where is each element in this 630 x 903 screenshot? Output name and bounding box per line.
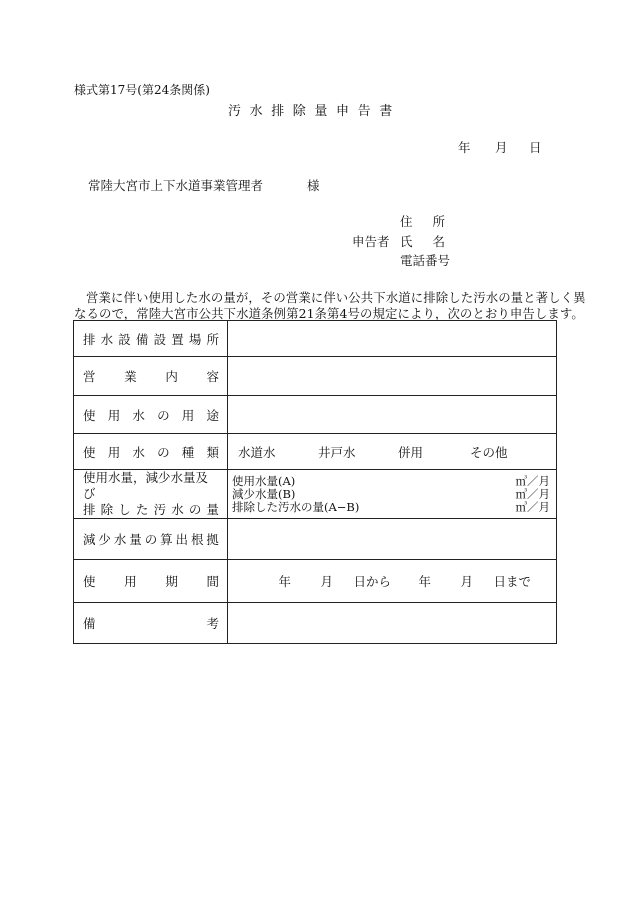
water-type-tap[interactable]: 水道水 <box>238 444 276 460</box>
label-char: 種 <box>181 444 195 460</box>
label-char: 水 <box>171 502 184 517</box>
label-char: 用 <box>107 407 121 423</box>
label-volume <box>74 470 228 519</box>
volume-label: 排除した汚水の量(A−B) <box>232 499 360 514</box>
label-char: 途 <box>206 407 219 423</box>
label-char: 算 <box>160 532 173 547</box>
label-char: 備 <box>83 616 96 631</box>
volume-unit: ㎥／月 <box>515 473 550 488</box>
table-row <box>74 434 557 470</box>
justified-label <box>83 406 219 424</box>
label-volume-line2 <box>83 502 219 518</box>
label-char: 拠 <box>206 532 219 547</box>
field-water-type[interactable] <box>228 434 557 470</box>
label-volume-line1: 使用水量，減少水量及び <box>83 470 209 501</box>
label-char: 備 <box>135 331 149 347</box>
field-purpose[interactable] <box>228 396 557 434</box>
form-code: 様式第17号(第24条関係) <box>74 83 210 97</box>
label-char: 用 <box>107 444 121 460</box>
table-row <box>74 321 557 357</box>
label-char: 減 <box>83 532 96 547</box>
volume-label: 減少水量(B) <box>232 486 296 501</box>
table-row <box>74 519 557 560</box>
label-period <box>74 560 228 603</box>
label-char: 設 <box>153 331 167 347</box>
table-row <box>74 357 557 396</box>
label-char: 量 <box>206 502 219 517</box>
label-char: 排 <box>83 502 96 517</box>
volume-unit: ㎥／月 <box>515 486 550 501</box>
label-remarks <box>74 603 228 644</box>
label-char: 除 <box>100 502 114 517</box>
document-title: 汚水排除量申告書 <box>228 104 401 119</box>
volume-row-reduction[interactable] <box>232 488 552 501</box>
label-business <box>74 357 228 396</box>
label-char: 場 <box>188 331 202 347</box>
justified-label <box>83 367 219 385</box>
declarant-address-label: 住 所 <box>400 214 445 229</box>
water-type-combined[interactable]: 併用 <box>398 444 424 460</box>
period-day-to: 日まで <box>493 574 531 589</box>
intro-text-line1: 営業に伴い使用した水の量が，その営業に伴い公共下水道に排除した汚水の量と著しく異 <box>86 290 586 305</box>
declaration-table <box>73 320 557 644</box>
label-char: の <box>188 502 202 517</box>
table-row <box>74 470 557 519</box>
period-year-from: 年 <box>278 574 291 589</box>
label-char: し <box>118 502 131 517</box>
volume-row-usage[interactable] <box>232 475 552 488</box>
label-char: 営 <box>83 369 96 384</box>
label-water-type <box>74 434 228 470</box>
justified-label <box>83 330 219 348</box>
table-row <box>74 603 557 644</box>
period-year-to: 年 <box>418 574 431 589</box>
label-char: 出 <box>175 532 189 547</box>
justified-label <box>83 572 219 590</box>
label-char: の <box>144 532 158 547</box>
label-char: の <box>157 444 170 460</box>
date-day-label: 日 <box>529 140 542 155</box>
justified-label <box>83 443 219 461</box>
justified-label <box>83 614 219 632</box>
label-char: 水 <box>100 331 114 347</box>
label-char: 使 <box>83 407 96 423</box>
label-char: 水 <box>132 407 145 423</box>
label-char: 容 <box>206 369 219 384</box>
field-volume <box>228 470 557 519</box>
water-type-options <box>234 443 550 461</box>
table-row <box>74 396 557 434</box>
label-char: た <box>135 502 149 517</box>
label-char: 類 <box>206 444 219 460</box>
declarant-phone-label: 電話番号 <box>400 253 451 268</box>
date-year-label: 年 <box>458 140 471 155</box>
label-char: 量 <box>129 532 142 547</box>
label-char: 設 <box>118 331 131 347</box>
label-char: 水 <box>132 444 145 460</box>
label-char: 汚 <box>153 502 167 517</box>
label-purpose <box>74 396 228 434</box>
period-month-to: 月 <box>460 574 473 589</box>
field-basis[interactable] <box>228 519 557 560</box>
label-char: 用 <box>181 407 195 423</box>
label-char: 使 <box>83 444 96 460</box>
label-char: 用 <box>124 574 137 589</box>
label-char: 期 <box>165 574 178 589</box>
label-char: の <box>157 407 170 423</box>
declarant-name-label: 氏 名 <box>400 234 445 249</box>
declarant-label: 申告者 <box>352 234 390 249</box>
field-period[interactable] <box>228 560 557 603</box>
label-char: 内 <box>165 369 178 384</box>
table-row <box>74 560 557 603</box>
justified-label <box>83 530 219 548</box>
label-char: 考 <box>206 616 219 631</box>
water-type-other[interactable]: その他 <box>470 444 508 460</box>
field-business[interactable] <box>228 357 557 396</box>
recipient-name: 常陸大宮市上下水道事業管理者 <box>88 178 264 193</box>
label-char: 業 <box>124 369 137 384</box>
period-month-from: 月 <box>320 574 333 589</box>
period-range <box>234 572 550 590</box>
field-location[interactable] <box>228 321 557 357</box>
label-char: 少 <box>98 532 111 547</box>
volume-label: 使用水量(A) <box>232 473 296 488</box>
label-char: 所 <box>206 331 219 347</box>
label-char: 水 <box>113 532 127 547</box>
volume-row-discharged[interactable] <box>232 501 552 514</box>
recipient-honorific: 様 <box>307 178 320 193</box>
intro-text-line2: なるので，常陸大宮市公共下水道条例第21条第4号の規定により，次のとおり申告します。 <box>74 306 584 321</box>
label-char: 根 <box>190 532 204 547</box>
period-day-from: 日から <box>353 574 391 589</box>
label-char: 排 <box>83 331 96 347</box>
water-type-well[interactable]: 井戸水 <box>318 444 356 460</box>
date-month-label: 月 <box>495 140 508 155</box>
label-char: 置 <box>171 331 184 347</box>
label-location <box>74 321 228 357</box>
label-char: 使 <box>83 574 96 589</box>
volume-unit: ㎥／月 <box>515 499 550 514</box>
label-char: 間 <box>206 574 219 589</box>
label-basis <box>74 519 228 560</box>
field-remarks[interactable] <box>228 603 557 644</box>
